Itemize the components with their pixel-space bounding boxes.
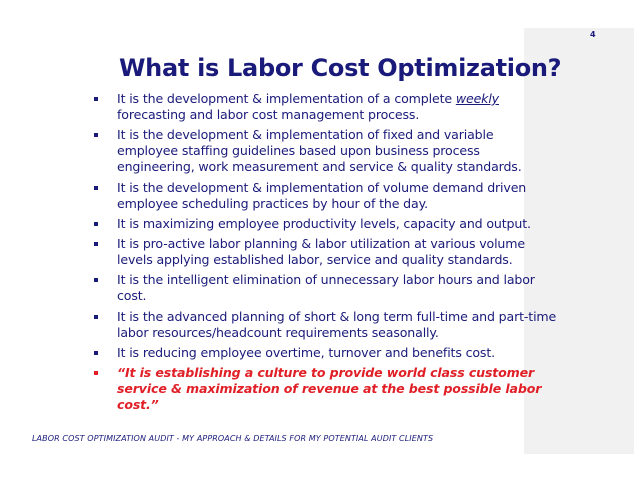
bullet-item: It is maximizing employee productivity levels, capacity and output.	[88, 216, 558, 232]
bullet-text-rest: forecasting and labor cost management process.	[117, 107, 420, 122]
footer-text: LABOR COST OPTIMIZATION AUDIT - MY APPROACH & DETAILS FOR MY POTENTIAL AUDIT CLIENTS	[32, 434, 434, 443]
bullet-item: It is the development & implementation of volume demand driven employee scheduling practices by hour of the day.	[88, 180, 558, 212]
bullet-item: It is reducing employee overtime, turnover and benefits cost.	[88, 345, 558, 361]
bullet-item: It is the development & implementation of fixed and variable employee staffing guidelines based upon business process engineering, work measurement and service & quality standards.	[88, 127, 558, 175]
bullet-item: It is the intelligent elimination of unnecessary labor hours and labor cost.	[88, 272, 558, 304]
emphasis-text: weekly	[455, 91, 499, 106]
bullet-item: It is pro-active labor planning & labor utilization at various volume levels applying established labor, service and quality standards.	[88, 236, 558, 268]
page-number: 4	[590, 30, 596, 39]
bullet-item-highlight: “It is establishing a culture to provide world class customer service & maximization of revenue at the best possible labor cost.”	[88, 365, 558, 413]
slide-title: What is Labor Cost Optimization?	[119, 54, 562, 82]
bullet-item	[88, 91, 558, 123]
bullet-text: It is the development & implementation of a complete	[117, 91, 456, 106]
bullet-item: It is the advanced planning of short & long term full-time and part-time labor resources/headcount requirements seasonally.	[88, 309, 558, 341]
bullet-list	[88, 91, 558, 418]
